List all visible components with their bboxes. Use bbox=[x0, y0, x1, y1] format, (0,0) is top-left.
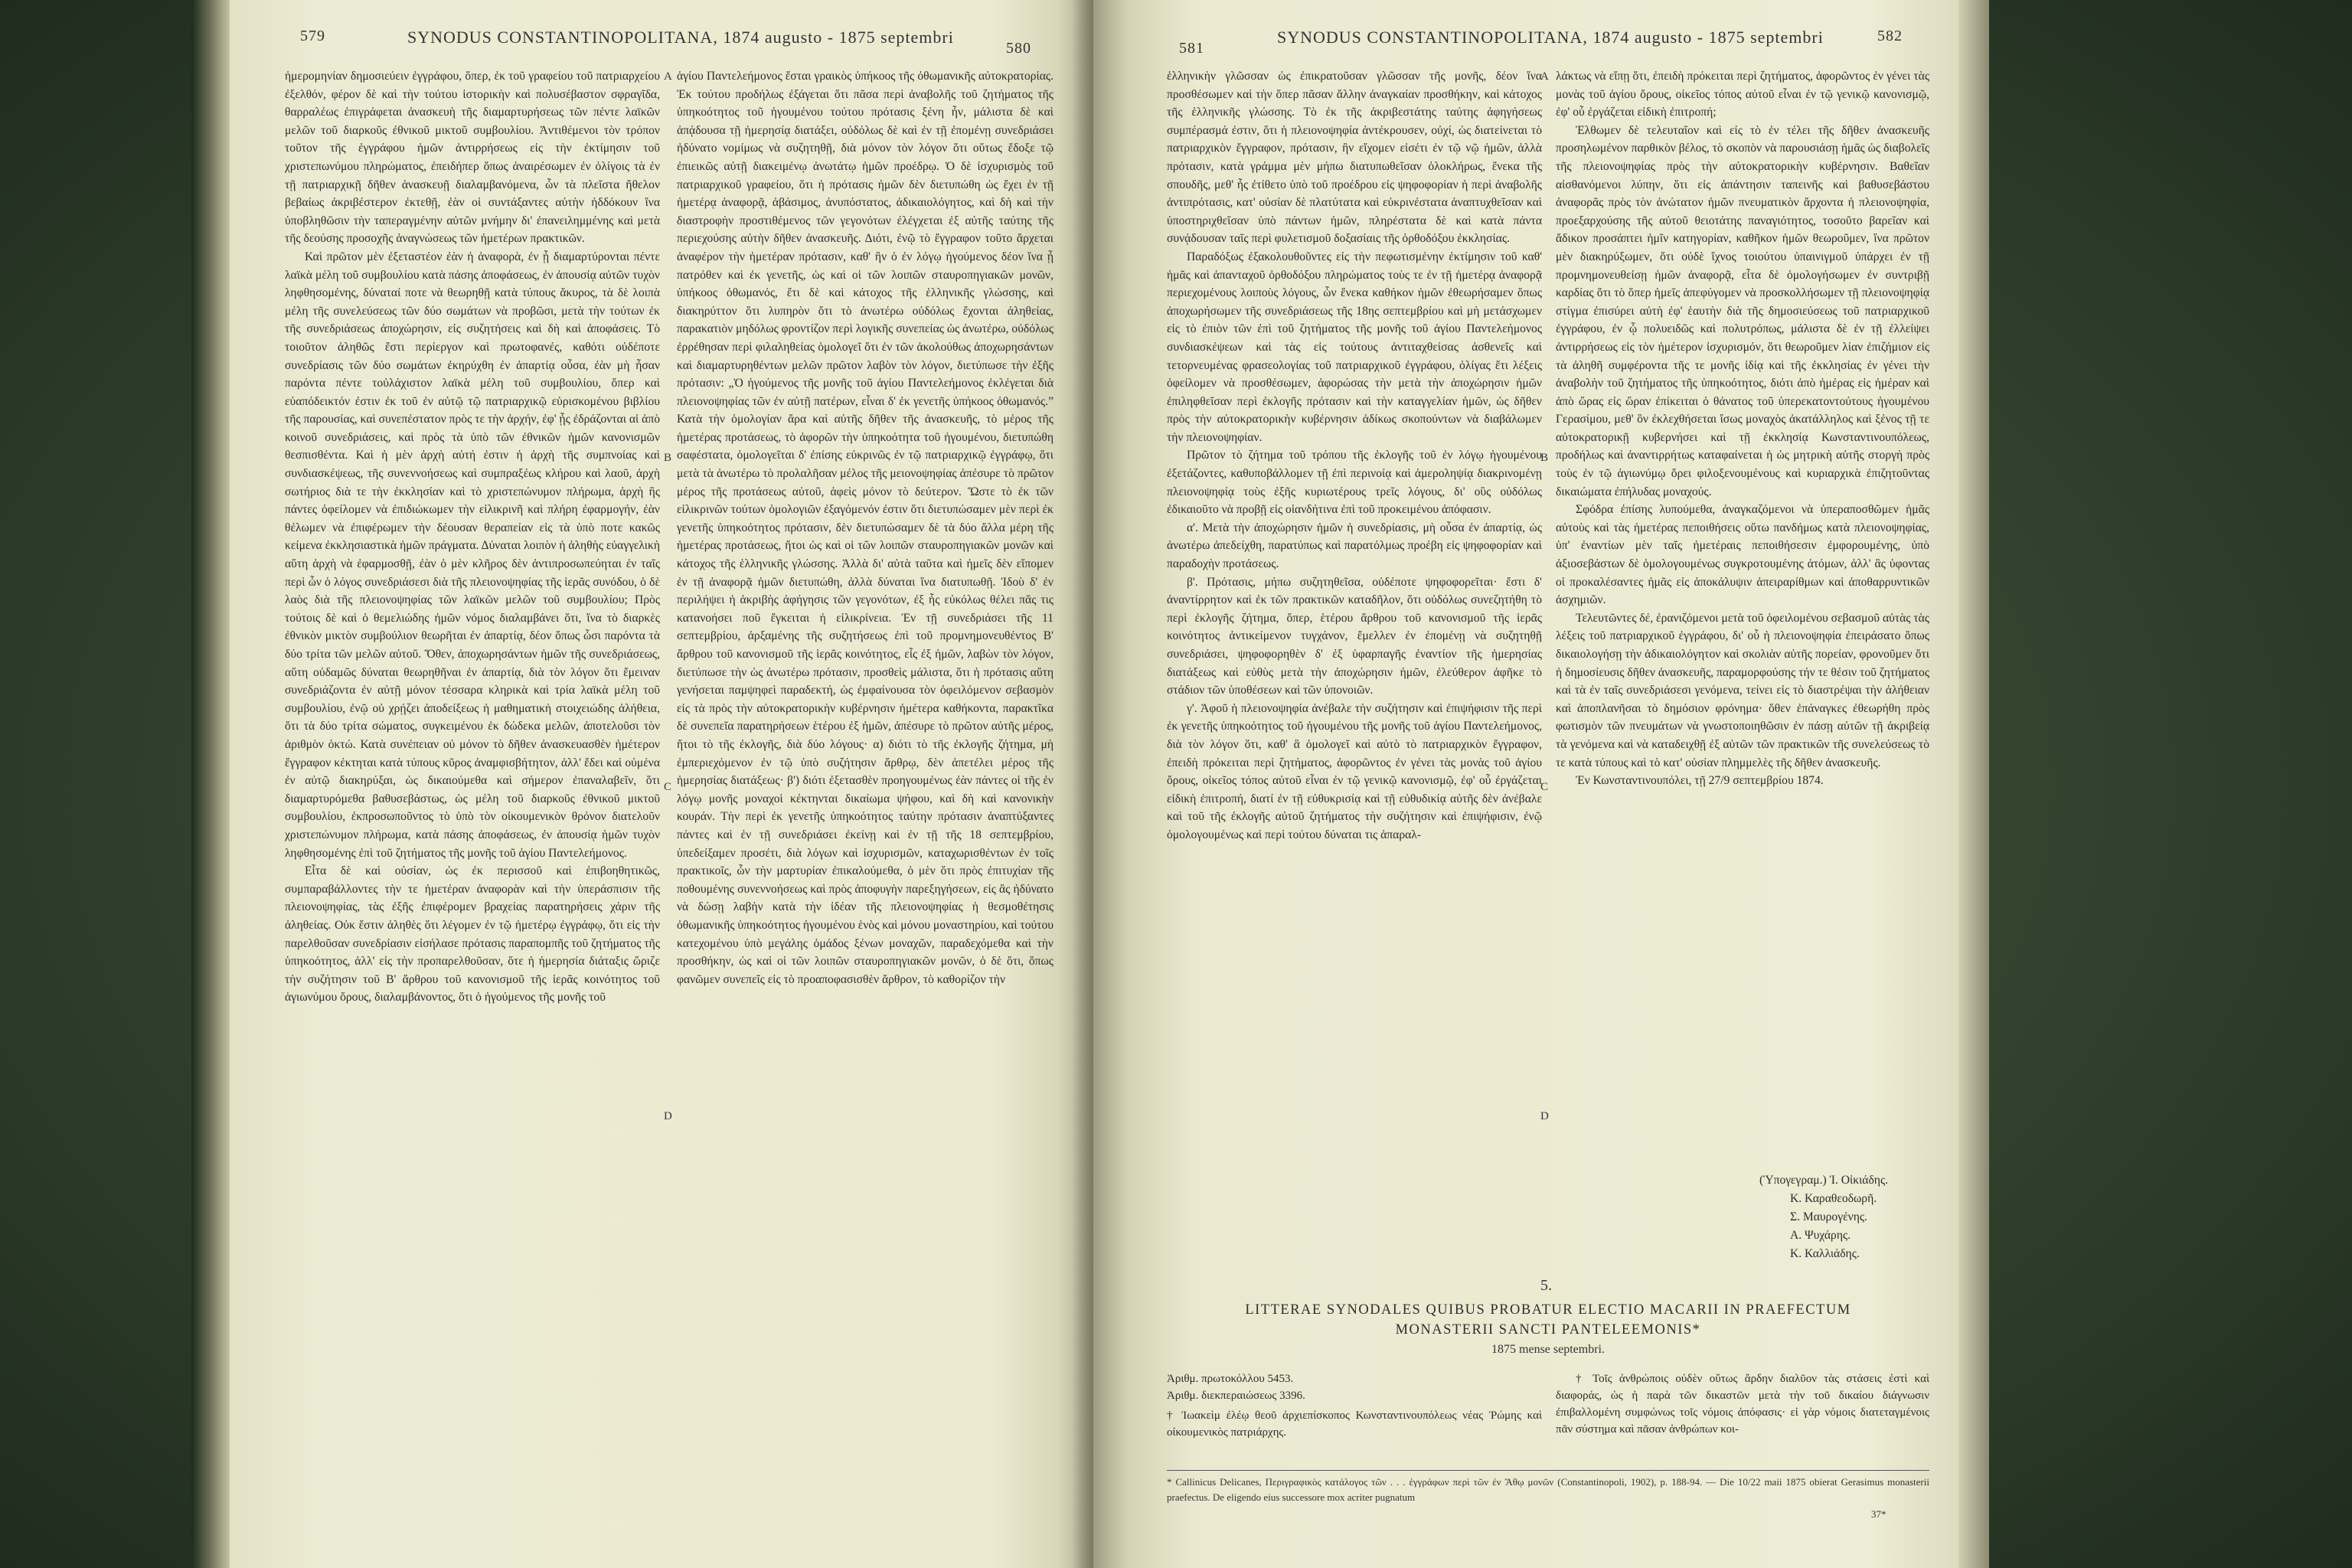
dispatch-number: Ἀριθμ. διεκπεραιώσεως 3396. bbox=[1167, 1390, 1305, 1402]
page-number-581: 581 bbox=[1179, 40, 1204, 57]
printer-signature-mark: 37* bbox=[1871, 1508, 1886, 1520]
section-date: 1875 mense septembri. bbox=[1491, 1343, 1605, 1356]
margin-letter-c: C bbox=[1540, 781, 1549, 793]
left-page-edge bbox=[191, 0, 230, 1568]
section-heading-line-2: MONASTERII SANCTI PANTELEEMONIS* bbox=[1395, 1322, 1701, 1338]
margin-letter-c: C bbox=[664, 781, 672, 793]
signature-name: Κ. Καραθεοδωρῆ. bbox=[1790, 1192, 1877, 1205]
right-page-column-2 bbox=[1556, 67, 1929, 1155]
paragraph: ἡμερομηνίαν δημοσιεύειν ἐγγράφου, ὅπερ, ἐκ τοῦ γραφείου τοῦ πατριαρχείου ἐξελθόν, φέρον δὲ καὶ τὴν τούτου ἱστορικὴν καὶ πολυσέβαστον σφραγῖδα, θαρραλέως ἐπιγράφεται ἀνασκευὴ τῆς διαμαρτυρήσεως τῶν πέντε λαϊκῶν μελῶν τοῦ διαρκοῦς ἐθνικοῦ μικτοῦ συμβουλίου. Ἀντιθέμενοι τὸν τρόπον τοῦτον τῆς ἐγγράφου ἡμῶν ἀντιρρήσεως εἰς τὴν ἐκτίμησιν τοῦ χριστεπωνύμου πληρώματος, ἐπειδήπερ ὅπως ἀναιρέσωμεν ἐν ὀλίγοις τὰ ἐν τῇ πατριαρχικῇ δῆθεν ἀνασκευῇ διαλαμβανόμενα, ὧν τὰ πλεῖστα ἤθελον βεβαίως ἀκριβέστερον ἐκτεθῇ, ἐὰν οἱ συντάξαντες αὐτὴν ἠδδόκουν ἵνα ὑποβληθῶσιν τὴν ταπεραγμένην αὐτῶν μνήμην δι' ἐπανειλημμένης καὶ μετὰ τῆς δεούσης προσοχῆς ἀναγνώσεως τῶν ἡμετέρων πρακτικῶν. bbox=[285, 70, 660, 246]
footnote-divider bbox=[1167, 1470, 1929, 1471]
footnote: * Callinicus Delicanes, Περιγραφικὸς κατάλογος τῶν . . . ἐγγράφων περὶ τῶν ἐν Ἄθῳ μονῶν (Constantinopoli, 1902), p. 188-94. — Die 10/22 maii 1875 obierat Gerasimus monasterii praefectus. De eligendo eius successore mox acriter pugnatum bbox=[1167, 1476, 1929, 1503]
page-number-579: 579 bbox=[300, 28, 325, 44]
paragraph: γ'. Ἀφοῦ ἡ πλειονοψηφία ἀνέβαλε τὴν συζήτησιν καὶ ἐπιψήφισιν τῆς περὶ ἐκ γενετῆς ὑπηκοότητος τοῦ ἡγουμένου τῆς μονῆς τοῦ ἁγίου Παντελεήμονος, διὰ τὸν λόγον ὅτι, καθ' ἃ ὁμολογεῖ καὶ αὐτὸ τὸ πατριαρχικὸν ἔγγραφον, ἐπειδὴ πρόκειται περὶ ζητήματος, ἀφορῶντος ἐν γένει τὰς μονὰς τοῦ ἁγίου ὄρους, οἰκεῖος τόπος αὐτοῦ εἶναι ἐν τῷ γενικῷ κανονισμῷ, ἐφ' οὗ ἐργάζεται εἰδικὴ ἐπιτροπή, διατί ἐν τῇ εὐθυκρισίᾳ καὶ τῇ εὐθυδικίᾳ αὐτῆς δὲν ἀνέβαλε καὶ τοῦ τῆς ἐκλογῆς αὐτοῦ ζητήματος τὴν συζήτησιν καὶ ἐπιψήφισιν, ἐνῷ ὁμολογουμένως καὶ περὶ τούτου δύναται τις ἀπαραλ- bbox=[1167, 701, 1542, 841]
paragraph: Πρῶτον τὸ ζήτημα τοῦ τρόπου τῆς ἐκλογῆς τοῦ ἐν λόγῳ ἡγουμένου ἐξετάζοντες, καθυποβάλλομεν τῇ ἐπὶ περινοίᾳ καὶ ἀμεροληψίᾳ διακρινομένῃ πλειονοψηφίᾳ τοὺς ἐξῆς κυριωτέρους τρεῖς λόγους, δι' οὓς οὐδόλως ἐδικαιοῦτο νὰ προβῇ εἰς οἱανδήτινα ἐπὶ τοῦ προκειμένου ἀπόφασιν. bbox=[1167, 449, 1542, 517]
paragraph: Παραδόξως ἐξακολουθοῦντες εἰς τὴν πεφωτισμένην ἐκτίμησιν τοῦ καθ' ἡμᾶς καὶ ἁπανταχοῦ ὀρθοδόξου πληρώματος τοὺς τε ἐν τῇ ἡμετέρᾳ ἀναφορᾷ περιεχομένους λοιποὺς λόγους, ὧν ἕνεκα καθήκον ἡμῶν ἐθεωρήσαμεν ὅπως ἀποχωρήσωμεν τῆς συνεδριάσεως τῆς 18ης σεπτεμβρίου καὶ μὴ μετάσχωμεν εἰς τὸ ἐπιὸν τῶν ἐπὶ τοῦ ζητήματος τῆς μονῆς τοῦ ἁγίου Παντελεήμονος συνδιασκέψεων καὶ τὰς εἰς τούτους ἀντιταχθείσας ἀσθενεῖς καὶ τετορνευμένας φρασεολογίας τοῦ πατριαρχικοῦ ἐγγράφου, ὀλίγας ἔτι λέξεις ὀφείλομεν νὰ προσθέσωμεν, ἀφορώσας τὴν μετὰ τὴν ἀποχώρησιν ἡμῶν ἐπιληφθεῖσαν περὶ ἐκλογῆς πρότασιν καὶ τὴν καταγγελίαν ἡμῶν, ὡς δῆθεν πρὸς τὴν αὐτοκρατορικὴν κυβέρνησιν ἀδίκως σκοπούντων νὰ διαβάλωμεν τὴν πλειονοψηφίαν. bbox=[1167, 250, 1542, 444]
right-page-column-1 bbox=[1167, 67, 1542, 1223]
paragraph: α'. Μετὰ τὴν ἀποχώρησιν ἡμῶν ἡ συνεδρίασις, μὴ οὖσα ἐν ἀπαρτίᾳ, ὡς ἀνωτέρω ἀπεδείχθη, παρατύπως καὶ παρατόλμως προέβη εἰς ψηφοφορίαν καὶ παραδοχὴν προτάσεως. bbox=[1167, 521, 1542, 571]
paragraph: Σφόδρα ἐπίσης λυπούμεθα, ἀναγκαζόμενοι νὰ ὑπεραποσθῶμεν ἡμᾶς αὐτοὺς καὶ τὰς ἡμετέρας πεποιθήσεις οὕτω πανδήμως κατὰ πλειονοψηφίας, ὑπ' ἐναντίων μὲν ταῖς ἡμετέραις πεποιθήσεσιν ἐμφορουμένης, ὑπὸ ἀξιοσεβάστων δὲ ὁμολογουμένως συγκροτουμένης ἀτόμων, ἀλλ' ἃς ὑφοντας οἱ προκαλέσαντες ἡμᾶς εἰς ἀποκάλυψιν ἀπειραρίθμων καὶ ἀποθαρρυντικῶν ἀσχημιῶν. bbox=[1556, 503, 1929, 607]
signature-name: Α. Ψυχάρης. bbox=[1790, 1229, 1851, 1242]
left-page bbox=[230, 0, 1093, 1568]
margin-letter-d: D bbox=[664, 1110, 672, 1122]
paragraph: λάκτως νὰ εἴπῃ ὅτι, ἐπειδὴ πρόκειται περὶ ζητήματος, ἀφορῶντος ἐν γένει τὰς μονὰς τοῦ ἁγίου ὄρους, οἰκεῖος τόπος αὐτοῦ εἶναι ἐν τῷ γενικῷ κανονισμῷ, ἐφ' οὗ ἐργάζεται εἰδικὴ ἐπιτροπή; bbox=[1556, 70, 1929, 119]
page-number-580: 580 bbox=[1006, 40, 1031, 57]
paragraph: Ἐλθωμεν δὲ τελευταῖον καὶ εἰς τὸ ἐν τέλει τῆς δῆθεν ἀνασκευῆς προσηλωμένον παρθικὸν βέλος, τὸ σκοπὸν νὰ παρουσιάσῃ ἡμᾶς ὡς διαβολεῖς τῆς πλειονοψηφίας πρὸς τὴν αὐτοκρατορικὴν κυβέρνησιν. Βαθεῖαν αἰσθανόμενοι λύπην, ὅτι εἰς ἀπάντησιν ταπεινῆς καὶ βαθυσεβάστου ἀναφορᾶς πρὸς τὸν ἀνώτατον ἡμῶν πνευματικὸν ἄρχοντα ἡ πλειονοψηφία, προεξαρχούσης τῆς αὐτοῦ θειοτάτης παναγιότητος, τοσοῦτο βαρεῖαν καὶ ἄδικον προσάπτει ἡμῖν κατηγορίαν, καθῆκον ἡμῶν θεωροῦμεν, ἵνα πρῶτον μὲν διακηρύξωμεν, ὅτι οὐδὲ ἴχνος τοιούτου ὑπαινιγμοῦ ὑπάρχει ἐν τῇ προμνημονευθείσῃ ἡμῶν ἀναφορᾷ, εἶτα δὲ ὁμολογήσωμεν ἐν συντριβῇ καρδίας ὅτι τὸ ὅπερ ἡμεῖς ἀπεφύγομεν νὰ προσκολλήσωμεν τῇ πλειονοψηφίᾳ στίγμα ἐπισύρει αὐτὴ ἐφ' ἑαυτὴν διὰ τῆς δημοσιεύσεως τοῦ πατριαρχικοῦ ἐγγράφου, ἐν ᾧ πολυειδῶς καὶ πολυτρόπως, μάλιστα δὲ ἐν τῇ ἐλλείψει ἀντιρρήσεως εἰς τὸν ἡμέτερον ἰσχυρισμόν, ὅτι θεωροῦμεν λίαν ἐπιζήμιον εἰς τὰ ἀληθῆ συμφέροντα τῆς τε μονῆς ἰδίᾳ καὶ τῆς ἐκκλησίας ἐν γένει τὴν ἀναβολὴν τοῦ ζητήματος τῆς ὑπηκοότητος, διότι ἀπὸ ἡμέρας εἰς ἡμέραν καὶ ἀπὸ ὥρας εἰς ὥραν ἐπίκειται ὁ θάνατος τοῦ ὑπερεκατοντούτους ἡγουμένου Γερασίμου, μεθ' ὃν ἐκλεχθήσεται ἴσως μοναχὸς ἀκατάλληλος καὶ ξένος τῇ τε αὐτοκρατορικῇ κυβερνήσει καὶ τῇ ἐκκλησίᾳ Κωνσταντινουπόλεως, προδήλως καὶ ἀναντιρρήτως καταφαίνεται ἡ ὡς μητρικὴ αὐτῆς στοργὴ πρὸς τοὺς ἐν τῷ ἁγιωνύμῳ ὄρει φιλοξενουμένους καὶ κυριαρχικὰ ἐπιζητοῦντας δικαιώματα ἐπήλυδας μοναχούς. bbox=[1556, 123, 1929, 498]
paragraph: Ἐν Κωνσταντινουπόλει, τῇ 27/9 σεπτεμβρίου 1874. bbox=[1576, 774, 1824, 788]
margin-letter-a: A bbox=[1540, 70, 1549, 83]
paragraph: Καὶ πρῶτον μὲν ἐξεταστέον ἐὰν ἡ ἀναφορὰ, ἐν ᾗ διαμαρτύρονται πέντε λαϊκὰ μέλη τοῦ συμβουλίου κατὰ πάσης ἀποφάσεως, ἐν ἀπουσίᾳ αὐτῶν τυχὸν ληφθησομένης, δύναταί ποτε νὰ θεωρηθῇ κατὰ τύπους ἄκυρος, τὰ δὲ λοιπὰ μέλη τῆς συνελεύσεως τῶν δύο σωμάτων νὰ προβῶσι, μετὰ τὴν τούτων ἐκ τῆς συνεδριάσεως ἀποχώρησιν, εἰς συζητήσεις καὶ δὴ καὶ ἀποφάσεις. Τὸ τοιοῦτον ἀληθῶς ἔστι περίεργον καὶ πρωτοφανές, καθότι οὐδέποτε συνεδρίασις τῶν δύο σωμάτων ἐκηρύχθη ἐν ἀπαρτίᾳ οὖσα, ἐὰν μὴ ἦσαν παρόντα πέντε τοὐλάχιστον λαϊκὰ μέλη τοῦ συμβουλίου, ὅπερ καὶ εὐαπόδεικτόν ἐστιν ἐκ τοῦ ἐν αὐτῷ τῷ πατριαρχικῷ εὑρισκομένου βιβλίου τῆς παρουσίας, καὶ συνεπέστατον πρὸς τε τὴν ἀρχήν, ἐφ' ᾗς ἐδράζονται αἱ ἀπὸ κοινοῦ συνεδριάσεις, καὶ πρὸς τὰ ὑπὸ τῶν ἐθνικῶν ἡμῶν κανονισμῶν θεσπισθέντα. Καὶ ἡ μὲν ἀρχὴ αὐτή ἐστιν ἡ ἀρχὴ τῆς συμπνοίας καὶ συνδιασκέψεως, τῆς συνεννοήσεως καὶ συμπραξέως κλήρου καὶ λαοῦ, ἀρχὴ σωτήριος διὰ τε τὴν ἐκκλησίαν καὶ τὸ χριστεπώνυμον πλήρωμα, ἀρχὴ ἣς πάντες ὀφείλομεν νὰ ἐπιδιώκωμεν τὴν εἰλικρινῆ καὶ πλήρη ἐφαρμογήν, ἐὰν θέλωμεν νὰ ἐπιφέρωμεν τὴν δέουσαν θεραπείαν εἰς τὰ ὑπὸ ποτε κακῶς κείμενα ἐκκλησιαστικὰ ἡμῶν πράγματα. Δύναται λοιπὸν ἡ ἀληθὴς εὐαγγελικὴ αὕτη ἀρχὴ νὰ ἐφαρμοσθῇ, ἐὰν ὁ μὲν κλῆρος δὲν ἀντιπροσωπεύηται ἐν ταῖς περὶ ὧν ὁ λόγος συνεδριάσεσι διὰ τῆς πλειονοψηφίας τῆς ἱερᾶς συνόδου, ὁ δὲ λαὸς διὰ τῆς πλειονοψηφίας τῶν λαϊκῶν μελῶν τοῦ συμβουλίου; Πρὸς τούτοις δὲ καὶ ὁ θεμελιώδης ἡμῶν νόμος διαλαμβάνει ὅτι, ἵνα τὸ διαρκὲς ἐθνικὸν μικτὸν συμβούλιον θεωρῆται ἐν ἀπαρτίᾳ, δέον ὅπως ὦσι παρόντα τὰ δύο τρίτα τῶν μελῶν αὐτοῦ. Ὅθεν, ἀποχωρησάντων ἡμῶν τῆς συνεδριάσεως, αὕτη οὐδαμῶς δύναται θεωρηθῆναι ἐν ἀπαρτίᾳ, διὰ τὸν λόγον ὅτι ἔμειναν συνεδριάζοντα ἐν αὐτῇ μόνον τέσσαρα κληρικὰ καὶ τρία λαϊκὰ μέλη τοῦ συμβουλίου, ἐνῷ οὐ χρῄζει ἀποδείξεως ἡ μαθηματικὴ στοιχειώδης ἀλήθεια, ὅτι τὰ δύο τρίτα σώματος, συγκειμένου ἐκ δώδεκα μελῶν, ἀποτελοῦσι τὸν ἀριθμὸν ὀκτώ. Κατὰ συνέπειαν οὐ μόνον τὸ δῆθεν ἀνασκευασθὲν ἡμέτερον ἔγγραφον κέκτηται κατὰ τύπους κῦρος ἀναμφισβήτητον, ἀλλ' ἔδει καὶ οὐμένα ἐν αὐτῷ διακηρύξαι, ὡς δικαιούμεθα καὶ σήμερον ἐπαναλαβεῖν, ὅτι διαμαρτυρόμεθα βαθυσεβάστως, ὡς μέλη τοῦ διαρκοῦς ἐθνικοῦ μικτοῦ συμβουλίου, ἐκπροσωποῦντος τὸ ὑπὸ τὸν οἰκουμενικὸν θρόνον διατελοῦν χριστεπώνυμον πλήρωμα, κατὰ πάσης ἀποφάσεως, ἐν ἀπουσίᾳ ἡμῶν τυχὸν ληφθησομένης ἐπὶ τοῦ ζητήματος τῆς μονῆς τοῦ ἁγίου Παντελεήμονος. bbox=[285, 250, 660, 860]
paragraph: Τελευτῶντες δέ, ἐρανιζόμενοι μετὰ τοῦ ὀφειλομένου σεβασμοῦ αὐτὰς τὰς λέξεις τοῦ πατριαρχικοῦ ἐγγράφου, δι' οὗ ἡ πλειονοψηφία ἐπειράσατο ὅπως δικαιολογήσῃ τὴν ἀδικαιολόγητον καὶ σκολιὰν αὐτῆς πορείαν, φρονοῦμεν ὅτι ἡ δημοσίευσις δῆθεν ἀνασκευῆς, παραμορφούσης τήν τε θέσιν τοῦ ζητήματος καὶ τὰ ἐν ταῖς συνεδριάσεσι γενόμενα, τείνει εἰς τὸ διαστρέψαι τὴν ἀλήθειαν καὶ ἀποπλανῆσαι τὸ δημόσιον φρόνημα· ὅθεν ἐπάναγκες ἐθεωρήθη πρὸς φωτισμὸν τῶν πνευμάτων νὰ γνωστοποιηθῶσιν ἐν πάσῃ αὐτῶν τῇ ἀκριβείᾳ τὰ γενόμενα καὶ νὰ καταδειχθῇ ἐξ αὐτῶν τῶν πρακτικῶν τῆς συνελεύσεως τὸ τε κατὰ τύπους καὶ τὸ κατ' οὐσίαν πλημμελὲς τῆς δῆθεν ἀνασκευῆς. bbox=[1556, 611, 1929, 769]
signature-header: (Ὑπογεγραμ.) Ἰ. Οἰκιάδης. bbox=[1759, 1174, 1889, 1187]
protocol-number: Ἀριθμ. πρωτοκόλλου 5453. bbox=[1167, 1373, 1294, 1385]
left-page-column-2 bbox=[677, 67, 1054, 1526]
section-number: 5. bbox=[1540, 1277, 1552, 1294]
letter-sender: † Ἰωακεὶμ ἐλέῳ θεοῦ ἀρχιεπίσκοπος Κωνσταντινουπόλεως νέας Ῥώμης καὶ οἰκουμενικὸς πατριάρχης. bbox=[1167, 1410, 1542, 1439]
right-page-edge bbox=[1958, 0, 1989, 1568]
page-number-582: 582 bbox=[1877, 28, 1903, 44]
running-head-title: SYNODUS CONSTANTINOPOLITANA, 1874 augusto - 1875 septembri bbox=[1277, 28, 1824, 47]
paragraph: Εἶτα δὲ καὶ οὐσίαν, ὡς ἐκ περισσοῦ καὶ ἐπιβοηθητικῶς, συμπαραβάλλοντες τὴν τε ἡμετέραν ἀναφορὰν καὶ τὴν ὑπεράσπισιν τῆς πλειονοψηφίας, τὰς ἐξῆς ἐπιφέρομεν βραχείας παρατηρήσεις χάριν τῆς ἀληθείας. Οὐκ ἔστιν ἀληθὲς ὅτι λέγομεν ἐν τῷ ἡμετέρῳ ἐγγράφῳ, ὅτι εἰς τὴν παρελθοῦσαν συνεδρίασιν εἰσήλασε πρότασις παραπομπῆς τοῦ ζητήματος τῆς ὑπηκοότητος, ἀλλ' εἰς τὴν προπαρελθοῦσαν, ὅτε ἡ ἡμερησία διάταξις ὥριζε τὴν συζήτησιν τοῦ Β' ἄρθρου τοῦ κανονισμοῦ τῆς ἱερᾶς κοινότητος τοῦ ἁγιωνύμου ὄρους, διαλαμβάνοντος, ὅτι ὁ ἡγούμενος τῆς μονῆς τοῦ bbox=[285, 864, 660, 1004]
letter-opening: † Τοῖς ἀνθρώποις οὐδὲν οὕτως ἄρδην διαλῦον τὰς στάσεις ἐστὶ καὶ διαφοράς, ὡς ἡ παρὰ τῶν δικαστῶν μετὰ τὴν τοῦ δικαίου διάγνωσιν ἐπιβαλλομένη συμφώνως τοῖς νόμοις ἀπόφασις· εἰ γὰρ νόμοις διατεταγμένοις πᾶν σύστημα καὶ πᾶσαν ἀνθρώπων κοι- bbox=[1556, 1373, 1929, 1436]
right-page bbox=[1093, 0, 1958, 1568]
margin-letter-b: B bbox=[1540, 452, 1549, 464]
left-page-column-1 bbox=[285, 67, 660, 1526]
margin-letter-b: B bbox=[664, 452, 672, 464]
section-heading bbox=[1167, 1300, 1929, 1340]
margin-letter-d: D bbox=[1540, 1110, 1549, 1122]
paragraph: ἑλληνικὴν γλῶσσαν ὡς ἐπικρατοῦσαν γλῶσσαν τῆς μονῆς, δέον ἵνα προσθέσωμεν καὶ τὴν ὅπερ πᾶσαν ἄλλην ἀναγκαίαν προσθήκην, καὶ κάτοχος τῆς ἑλληνικῆς γλώσσης. Τὸ ἐκ τῆς ἀκριβεστάτης ταύτης ἀφηγήσεως συμπέρασμά ἐστιν, ὅτι ἡ πλειονοψηφία ἀντέκρουσεν, οὐχί, ὡς διατείνεται τὸ πατριαρχικὸν ἔγγραφον, πρότασιν, ἣν εἴχομεν εἰσέτι ἐν τῷ νῷ ἡμῶν, ἀλλὰ πρότασιν, κατὰ γράμμα μὲν μήπω διατυπωθεῖσαν ὁλοκλήρως, ἕνεκα τῆς σπουδῆς, μεθ' ἧς ἐτίθετο ὑπὸ τοῦ προέδρου εἰς ψηφοφορίαν ἡ περὶ ἀναβολῆς ἀντιπρότασις, κατ' οὐσίαν δὲ πλατύτατα καὶ εὐκρινέστατα ἀναπτυχθεῖσαν καὶ ὑποστηριχθεῖσαν ὑπὸ πάντων ἡμῶν, πληρέστατα δὲ καὶ κατὰ πάντα συνᾴδουσαν ταῖς περὶ φυλετισμοῦ δοξασίαις τῆς ὀρθοδόξου ἐκκλησίας. bbox=[1167, 70, 1542, 246]
signature-name: Σ. Μαυρογένης. bbox=[1790, 1210, 1867, 1223]
paragraph: ἁγίου Παντελεήμονος ἔσται γραικὸς ὑπήκοος τῆς ὀθωμανικῆς αὐτοκρατορίας. Ἐκ τούτου προδήλως ἐξάγεται ὅτι πᾶσα περὶ ἀναβολῆς τοῦ ζητήματος τῆς ὑπηκοότητος τοῦ ἡγουμένου τούτου πρότασις ξένη ἦν, μάλιστα δὲ καὶ ἀπᾴδουσα τῇ ἡμερησίᾳ διατάξει, οὐδόλως δὲ καὶ ἐν τῇ ἐπομένῃ συνεδριάσει ἠδύνατο νομίμως νὰ συζητηθῇ, διὰ μόνον τὸν λόγον ὅτι οὕτως ἔδοξε τῷ ἐπιεικῶς αὐτῇ διακειμένῳ ἀνωτάτῳ ἡμῶν προέδρῳ. Ὁ δὲ ἰσχυρισμὸς τοῦ πατριαρχικοῦ γραφείου, ὅτι ἡ πρότασις ἡμῶν δὲν διετυπώθη ὡς ἔχει ἐν τῇ ἡμετέρᾳ ἀναφορᾷ, ἀβάσιμος, ἀνυπόστατος, ἀδικαιολόγητος, καὶ δὴ καὶ τὴν διαστροφὴν προστιθέμενος τῶν γεγονότων ἐλέγχεται ἐξ αὐτῆς ταύτης τῆς περιεχούσης αὐτὴν δῆθεν ἀνασκευῆς. Διότι, ἐνῷ τὸ ἔγγραφον τοῦτο ἄρχεται ἀναφέρον τὴν ἡμετέραν πρότασιν, καθ' ἣν ὁ ἐν λόγῳ ἡγούμενος δέον ἵνα ᾖ πατρόθεν καὶ ἐκ γενετῆς, ὡς καὶ οἱ τῶν λοιπῶν σταυροπηγιακῶν μονῶν, ὑπήκοος ὀθωμανός, ἔτι δὲ καὶ κάτοχος τῆς ἑλληνικῆς γλώσσης, καὶ διακηρύττον ὅτι λυπηρὸν ὅτι τὸ ἀνωτέρω οὐδόλως ἔχονται ἀληθείας, παρακατιὸν μηδόλως φροντίζον περὶ λογικῆς συνεπείας ὡς ἀνωτέρω, οὐδόλως ἐρρέθησαν περὶ φιλαληθείας ὁμολογεῖ ὅτι ἐν τῶν ἀκολούθως ἀποχωρησάντων καὶ διαμαρτυρηθέντων μελῶν πρῶτον λαβὸν τὸν λόγον, διετύπωσε τὴν ἐξῆς πρότασιν: „Ὁ ἡγούμενος τῆς μονῆς τοῦ ἁγίου Παντελεήμονος ἐκλέγεται διὰ πλειονοψηφίας τῶν ἐν αὐτῇ πατέρων, εἶναι δ' ἐκ γενετῆς ὑπήκοος ὀθωμανός.” Κατὰ τὴν ὁμολογίαν ἄρα καὶ αὐτῆς δῆθεν τῆς ἀνασκευῆς, τὸ μέρος τῆς ἡμετέρας προτάσεως, τὸ ἀφορῶν τὴν ὑπηκοότητα τοῦ ἡγουμένου, διετυπώθη σαφέστατα, ὁμολογεῖται δ' ἐπίσης εὐκρινῶς ἐν τῷ πατριαρχικῷ ἐγγράφῳ, ὅτι μετὰ τὰ ἀνωτέρω τὸ προλαλῆσαν μέλος τῆς μειονοψηφίας ἀπέσυρε τὸ πρῶτον μέρος τῆς προτάσεως αὐτοῦ, ἀφεὶς μόνον τὸ δεύτερον. Ὥστε τὸ ἐκ τῶν εἰλικρινῶν τούτων ὁμολογιῶν ἐξαγόμενόν ἐστιν ὅτι διετυπώσαμεν μὲν περὶ ἐκ γενετῆς ὑπηκοότητος πρότασιν, δὲν διετυπώσαμεν δὲ τὰ δύο ἄλλα μέρη τῆς ἡμετέρας προτάσεως, ἤτοι ὡς καὶ οἱ τῶν λοιπῶν σταυροπηγιακῶν μονῶν καὶ κάτοχος τῆς ἑλληνικῆς γλώσσης. Ἀλλὰ δι' αὐτὰ ταῦτα καὶ ἡμεῖς δὲν εἴπομεν ἐν τῇ ἀναφορᾷ ἡμῶν διετυπώθη, ἀλλὰ δύναται ἵνα διατυπωθῇ. Ἰδοὺ δ' ἐν περιλήψει ἡ ἀκριβὴς ἀφήγησις τῶν γεγονότων, ἐξ ἧς εὐκόλως θέλει πᾶς τις κατανοήσει ποῦ ἔγκειται ἡ εἰλικρίνεια. Ἐν τῇ συνεδριάσει τῆς 11 σεπτεμβρίου, ἀρξαμένης τῆς συζητήσεως ἐπὶ τοῦ προμνημονευθέντος Β' ἄρθρου τοῦ κανονισμοῦ τῆς ἱερᾶς κοινότητος, εἷς ἐξ ἡμῶν, λαβὼν τὸν λόγον, διετύπωσε τὴν ὡς ἀνωτέρω πρότασιν, προσθεὶς μάλιστα, ὅτι ἡ πρότασις αὕτη γενήσεται παμψηφεὶ παραδεκτή, ὡς ἐμφαίνουσα τὸν ὀφειλόμενον σεβασμὸν εἰς τὰ πρὸς τὴν αὐτοκρατορικὴν κυβέρνησιν ἡμέτερα καθήκοντα, παρακτῖκα δὲ συνεπεῖα παρατηρήσεων ἑτέρου ἐξ ἡμῶν, ἀπέσυρε τὸ πρῶτον αὐτῆς μέρος, ἤτοι τὸ τῆς ἐκλογῆς, διὰ δύο λόγους· α) διότι τὸ τῆς ἐκλογῆς ζήτημα, μὴ ἐμπεριεχόμενον ἐν τῷ ὑπὸ συζήτησιν ἄρθρῳ, δὲν ἀπετέλει μέρος τῆς ἡμερησίας διατάξεως· β') διότι ἐξετασθὲν προηγουμένως ἐὰν πάντες οἱ τῆς ἐν λόγῳ μονῆς μοναχοὶ κέκτηνται δικαίωμα ψήφου, καὶ δὴ καὶ κανονικὴν κουράν. Τὴν περὶ ἐκ γενετῆς ὑπηκοότητος ταύτην πρότασιν ἀναπτύξαντες πάντες καὶ ἐν τῇ συνεδριάσει ἐκείνῃ καὶ ἐν τῇ τῆς 18 σεπτεμβρίου, ὑπεδείξαμεν προσέτι, διὰ λόγων καὶ ἰσχυρισμῶν, καταχωρισθέντων ἐν τοῖς πρακτικοῖς, ὧν τὴν μαρτυρίαν ἐπικαλούμεθα, ὁ μὲν ὅτι πρὸς ἐπιτυχίαν τῆς ποθουμένης συνεννοήσεως καὶ πρὸς ἀποφυγὴν παρεξηγήσεων, εἰς ἃς ἠδύνατο νὰ δώσῃ λαβὴν κατὰ τὴν ἰδέαν τῆς πλειονοψηφίας ἡ θεσμοθέτησις ὀθωμανικῆς ὑπηκοότητος ἡγουμένου ἑνὸς καὶ μόνου μοναστηρίου, καὶ τούτου κατεχομένου ὑπὸ μεγάλης ὁμάδος ξένων μοναχῶν, παραδεχόμεθα καὶ τὴν προσθήκην, ὡς καὶ οἱ τῶν λοιπῶν σταυροπηγιακῶν μονῶν, ὁ δὲ ὅτι, ὅπως φανῶμεν συνεπεῖς εἰς τὸ προαποφασισθὲν ἄρθρον, τὸ καθορίζον τὴν bbox=[677, 70, 1054, 986]
running-head-title: SYNODUS CONSTANTINOPOLITANA, 1874 augusto - 1875 septembri bbox=[407, 28, 954, 47]
signature-name: Κ. Καλλιάδης. bbox=[1790, 1247, 1860, 1260]
paragraph: β'. Πρότασις, μήπω συζητηθεῖσα, οὐδέποτε ψηφοφορεῖται· ἔστι δ' ἀναντίρρητον καὶ ἐκ τῶν πρακτικῶν καταδῆλον, ὅτι οὐδόλως συνεζητήθη τὸ περὶ ἐκλογῆς ζήτημα, ὅπερ, ἑτέρου ἄρθρου τοῦ κανονισμοῦ τῆς ἱερᾶς κοινότητος ἀντικείμενον τυγχάνον, ἔμελλεν ἐν ἐπομένῃ νὰ συζητηθῇ συνεδριάσει, ψηφοφορηθὲν δ' ἐξ ὑφαρπαγῆς ἐναντίον τῆς ἡμερησίας διατάξεως καὶ εὐθὺς μετὰ τὴν ἀποχώρησιν ἡμῶν, ἐλεύθερον ἀφῆκε τὸ στάδιον τῶν ὑποθέσεων καὶ τῶν ὑπονοιῶν. bbox=[1167, 575, 1542, 697]
margin-letter-a: A bbox=[664, 70, 672, 83]
section-heading-line-1: LITTERAE SYNODALES QUIBUS PROBATUR ELECTIO MACARII IN PRAEFECTUM bbox=[1245, 1302, 1851, 1318]
